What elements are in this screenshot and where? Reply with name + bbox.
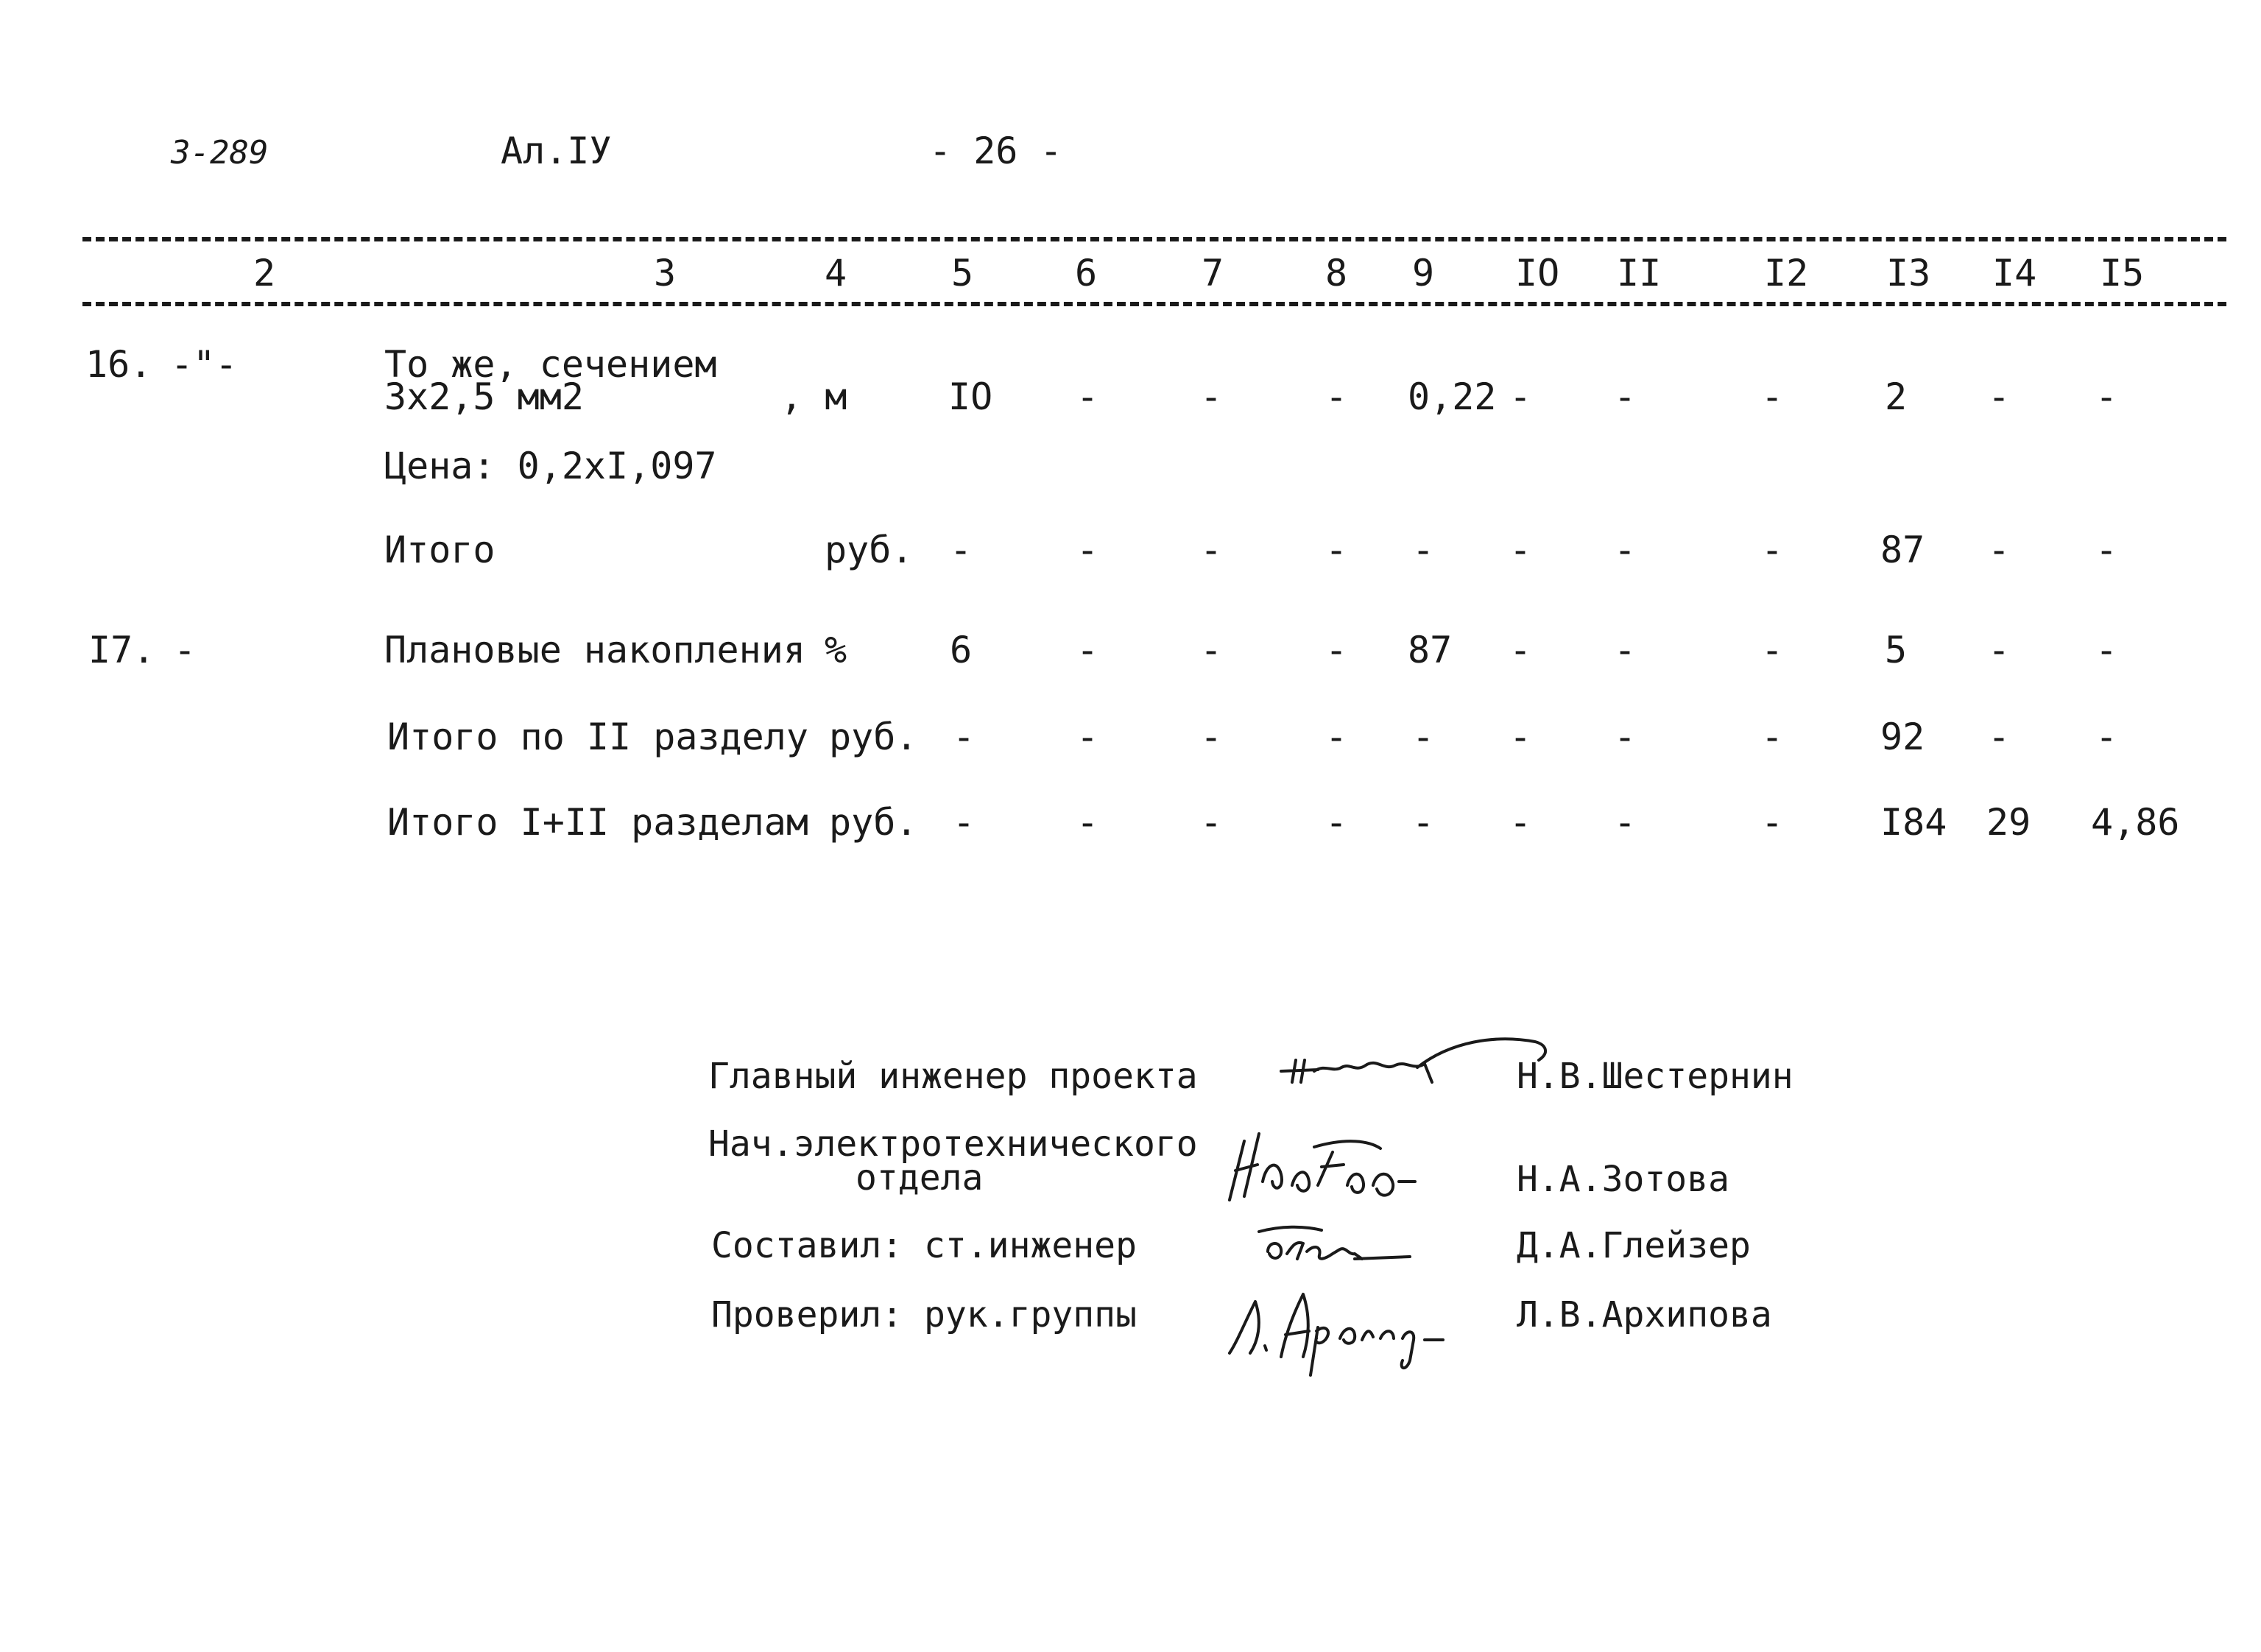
row-name: Плановые накопления xyxy=(384,629,805,671)
cell: - xyxy=(1761,801,1784,844)
cell: - xyxy=(1076,801,1099,844)
cell: - xyxy=(1988,375,2011,418)
cell: - xyxy=(1614,529,1637,571)
column-number: IO xyxy=(1515,252,1560,294)
table-header-top-rule xyxy=(82,237,2226,241)
cell: - xyxy=(950,529,973,571)
document-code: 3-289 xyxy=(171,134,269,172)
cell: - xyxy=(1325,529,1348,571)
cell: - xyxy=(1325,716,1348,758)
column-number: 3 xyxy=(654,252,677,294)
cell: - xyxy=(1412,529,1435,571)
signatory-name: Н.А.Зотова xyxy=(1517,1159,1729,1200)
cell: - xyxy=(1412,716,1435,758)
signatory-role: Проверил: рук.группы xyxy=(711,1294,1137,1335)
cell: - xyxy=(953,801,976,844)
signatory-name: Л.В.Архипова xyxy=(1517,1294,1772,1335)
cell: - xyxy=(1761,716,1784,758)
table-header-bottom-rule xyxy=(82,302,2226,306)
row-unit: руб. xyxy=(825,529,914,571)
row-name: Итого по II разделу xyxy=(387,716,808,758)
cell: - xyxy=(1325,801,1348,844)
cell: 29 xyxy=(1986,801,2031,844)
sheet-label: Ал.IУ xyxy=(501,130,612,172)
cell: - xyxy=(1200,801,1223,844)
cell: - xyxy=(1509,629,1532,671)
column-number: I5 xyxy=(2100,252,2145,294)
signatory-name: Д.А.Глейзер xyxy=(1517,1225,1751,1266)
cell: - xyxy=(1761,375,1784,418)
cell: - xyxy=(1509,529,1532,571)
signatory-role: Составил: ст.инженер xyxy=(711,1225,1137,1266)
cell: - xyxy=(1325,629,1348,671)
row-unit: руб. xyxy=(829,801,918,844)
column-number: 7 xyxy=(1202,252,1224,294)
price-note: Цена: 0,2хI,097 xyxy=(384,445,717,487)
cell: - xyxy=(1761,529,1784,571)
column-number: 5 xyxy=(951,252,974,294)
cell: 87 xyxy=(1408,629,1453,671)
cell: I84 xyxy=(1880,801,1947,844)
column-number: 2 xyxy=(253,252,276,294)
cell: - xyxy=(1325,375,1348,418)
signatory-role: Главный инженер проекта xyxy=(708,1056,1198,1097)
cell: - xyxy=(1200,716,1223,758)
cell: - xyxy=(1614,716,1637,758)
page-number: - 26 - xyxy=(929,130,1062,172)
row-number: 16. xyxy=(85,343,152,386)
cell: - xyxy=(1509,801,1532,844)
cell: - xyxy=(1988,629,2011,671)
cell: 87 xyxy=(1880,529,1925,571)
cell: - xyxy=(1412,801,1435,844)
cell: 5 xyxy=(1885,629,1908,671)
cell: 0,22 xyxy=(1408,375,1497,418)
cell: - xyxy=(1076,629,1099,671)
row-name: Итого xyxy=(384,529,495,571)
cell: - xyxy=(1509,716,1532,758)
cell: - xyxy=(953,716,976,758)
cell: 2 xyxy=(1885,375,1908,418)
cell: 6 xyxy=(950,629,973,671)
cell: - xyxy=(2095,716,2118,758)
column-number: 6 xyxy=(1075,252,1098,294)
column-number: 4 xyxy=(825,252,847,294)
row-code: -"- xyxy=(171,343,238,386)
cell: 4,86 xyxy=(2091,801,2180,844)
row-name: То же, сечением xyxy=(384,343,717,386)
cell: - xyxy=(1614,629,1637,671)
row-unit: % xyxy=(825,629,847,671)
row-unit: , м xyxy=(780,375,847,418)
cell: - xyxy=(1076,529,1099,571)
cell: IO xyxy=(948,375,993,418)
cell: - xyxy=(1200,529,1223,571)
column-number: 9 xyxy=(1412,252,1435,294)
cell: - xyxy=(2095,375,2118,418)
cell: - xyxy=(2095,629,2118,671)
cell: - xyxy=(1988,529,2011,571)
cell: - xyxy=(1200,375,1223,418)
row-unit: руб. xyxy=(829,716,918,758)
row-number: I7. xyxy=(88,629,155,671)
column-number: I3 xyxy=(1886,252,1931,294)
signatory-role: отдела xyxy=(856,1157,984,1199)
column-number: 8 xyxy=(1325,252,1348,294)
cell: 92 xyxy=(1880,716,1925,758)
row-code: - xyxy=(174,629,197,671)
column-number: I4 xyxy=(1992,252,2037,294)
cell: - xyxy=(1200,629,1223,671)
cell: - xyxy=(1988,716,2011,758)
column-number: I2 xyxy=(1764,252,1809,294)
cell: - xyxy=(1076,716,1099,758)
cell: - xyxy=(1509,375,1532,418)
row-name: 3х2,5 мм2 xyxy=(384,375,584,418)
cell: - xyxy=(1614,801,1637,844)
cell: - xyxy=(2095,529,2118,571)
row-name: Итого I+II разделам xyxy=(387,801,808,844)
signatory-role: Нач.электротехнического xyxy=(708,1123,1198,1165)
cell: - xyxy=(1761,629,1784,671)
cell: - xyxy=(1614,375,1637,418)
cell: - xyxy=(1076,375,1099,418)
signatory-name: Н.В.Шестернин xyxy=(1517,1056,1793,1097)
column-number: II xyxy=(1617,252,1662,294)
